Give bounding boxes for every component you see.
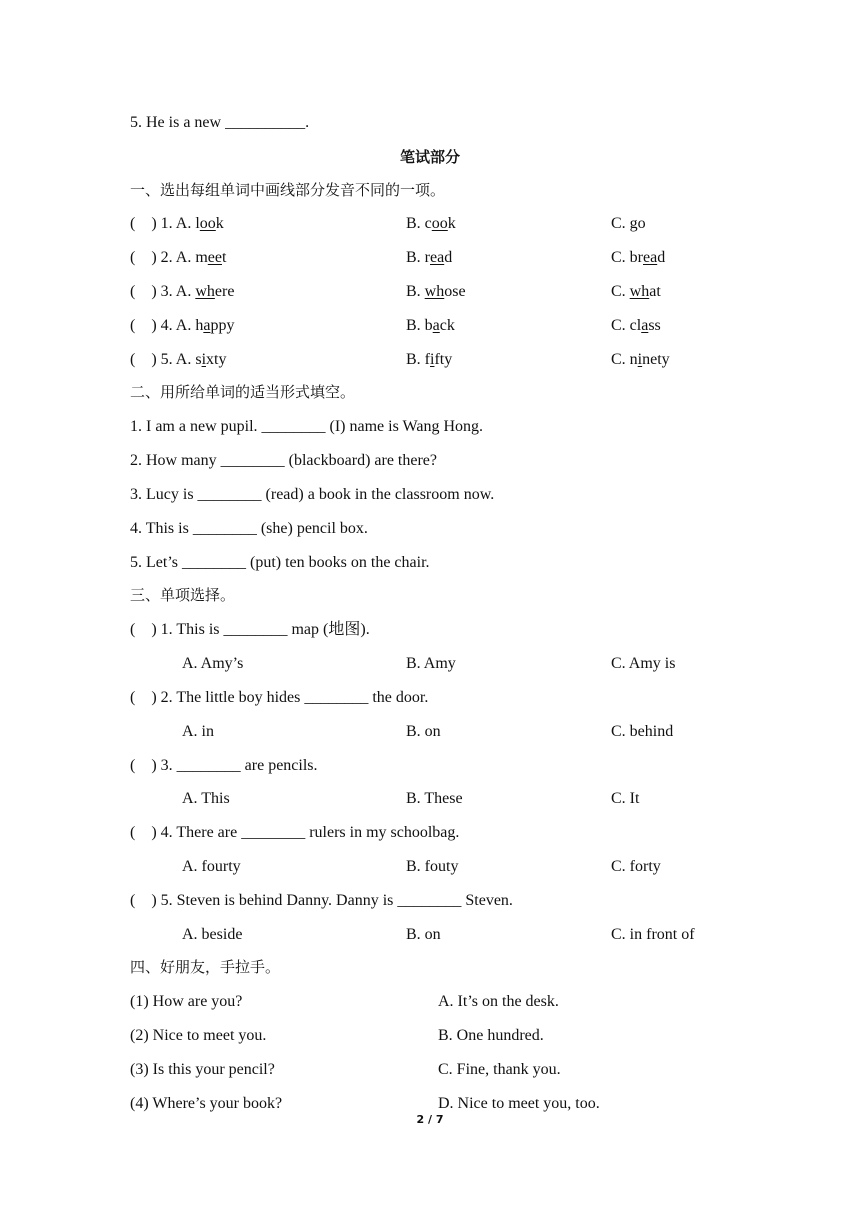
match-question: (3) Is this your pencil? [130, 1061, 275, 1078]
match-question: (2) Nice to meet you. [130, 1027, 267, 1044]
match-answer: D. Nice to meet you, too. [438, 1095, 600, 1112]
option-c: C. forty [611, 858, 661, 875]
section-3-heading: 三、单项选择。 [130, 586, 236, 604]
option-a: A. in [182, 723, 214, 740]
phonics-row: ( ) 5. A. sixty B. fifty C. ninety [130, 351, 670, 368]
top-item: 5. He is a new __________. [130, 114, 310, 131]
page-title: 笔试部分 [399, 148, 460, 166]
option-b: B. These [406, 790, 463, 807]
option-c: C. behind [611, 723, 674, 740]
match-answer: A. It’s on the desk. [438, 993, 559, 1010]
choice-question: ( ) 4. There are ________ rulers in my schoolbag. [130, 824, 460, 841]
section-1-heading: 一、选出每组单词中画线部分发音不同的一项。 [130, 181, 446, 199]
choice-options [130, 789, 770, 809]
section-2-heading: 二、用所给单词的适当形式填空。 [130, 383, 356, 401]
choice-question: ( ) 1. This is ________ map (地图). [130, 621, 370, 638]
match-answer: B. One hundred. [438, 1027, 544, 1044]
match-answer: C. Fine, thank you. [438, 1061, 561, 1078]
option-a: A. fourty [182, 858, 241, 875]
match-question: (1) How are you? [130, 993, 243, 1010]
match-row [130, 1060, 770, 1080]
option-a: A. Amy’s [182, 655, 244, 672]
match-row [130, 1026, 770, 1046]
match-question: (4) Where’s your book? [130, 1095, 283, 1112]
fill-item: 1. I am a new pupil. ________ (I) name is Wang Hong. [130, 418, 484, 435]
option-c: C. It [611, 790, 640, 807]
choice-options [130, 722, 770, 742]
option-b: B. fouty [406, 858, 459, 875]
choice-options [130, 654, 770, 674]
choice-options [130, 925, 770, 945]
option-c: C. in front of [611, 926, 695, 943]
option-b: B. Amy [406, 655, 456, 672]
fill-item: 2. How many ________ (blackboard) are there? [130, 452, 437, 469]
phonics-row: ( ) 3. A. where B. whose C. what [130, 283, 661, 300]
choice-question: ( ) 5. Steven is behind Danny. Danny is ________ Steven. [130, 892, 513, 909]
fill-item: 5. Let’s ________ (put) ten books on the chair. [130, 554, 430, 571]
match-row [130, 992, 770, 1012]
match-row [130, 1094, 770, 1114]
section-4-heading: 四、好朋友，手拉手。 [130, 958, 281, 976]
fill-item: 4. This is ________ (she) pencil box. [130, 520, 368, 537]
option-b: B. on [406, 723, 441, 740]
phonics-row: ( ) 1. A. look B. cook C. go [130, 215, 646, 232]
fill-item: 3. Lucy is ________ (read) a book in the classroom now. [130, 486, 495, 503]
page-number: 2 / 7 [416, 1113, 444, 1126]
choice-question: ( ) 2. The little boy hides ________ the door. [130, 689, 429, 706]
option-a: A. This [182, 790, 230, 807]
option-a: A. beside [182, 926, 243, 943]
choice-options [130, 857, 770, 877]
phonics-row: ( ) 2. A. meet B. read C. bread [130, 249, 666, 266]
option-c: C. Amy is [611, 655, 676, 672]
option-b: B. on [406, 926, 441, 943]
choice-question: ( ) 3. ________ are pencils. [130, 757, 318, 774]
phonics-row: ( ) 4. A. happy B. back C. class [130, 317, 661, 334]
